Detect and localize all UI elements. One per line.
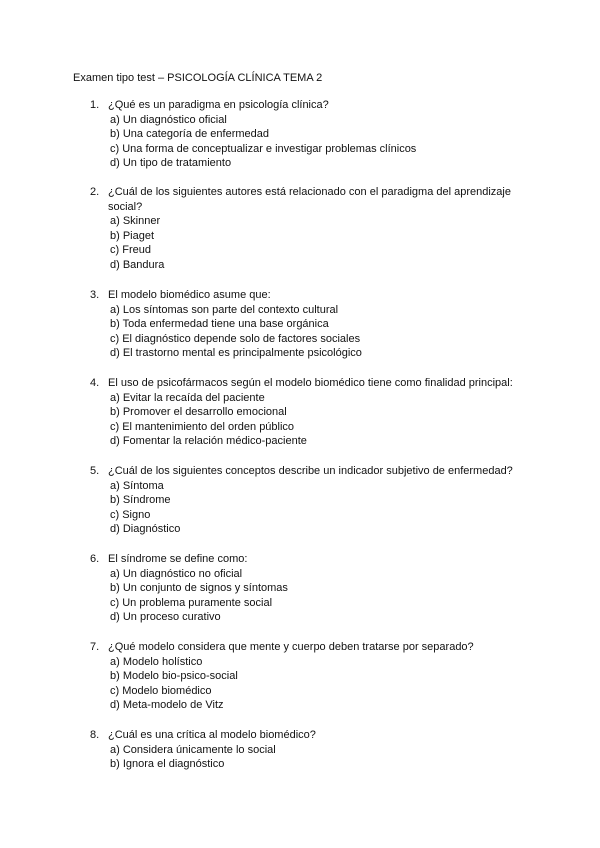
option-b: b) Síndrome	[110, 494, 171, 507]
question-5	[90, 464, 530, 537]
option-a: a) Modelo holístico	[110, 655, 203, 668]
question-1	[90, 98, 530, 171]
question-header	[90, 728, 530, 743]
option-a: a) Un diagnóstico no oficial	[110, 567, 243, 580]
option-b: b) Piaget	[110, 229, 155, 242]
option-d: d) Bandura	[110, 258, 165, 271]
option-a: a) Skinner	[110, 215, 161, 228]
question-header	[90, 376, 530, 391]
question-number: 8.	[90, 729, 100, 741]
question-text: El uso de psicofármacos según el modelo biomédico tiene como finalidad principal:	[108, 377, 513, 389]
question-text: ¿Qué modelo considera que mente y cuerpo deben tratarse por separado?	[108, 641, 474, 653]
question-text: ¿Qué es un paradigma en psicología clínica?	[108, 99, 329, 111]
question-4	[90, 376, 530, 449]
option-d: d) Meta-modelo de Vitz	[110, 699, 224, 712]
option-d: d) Fomentar la relación médico-paciente	[110, 435, 307, 448]
question-number: 5.	[90, 465, 100, 477]
question-number: 4.	[90, 377, 100, 389]
option-c: c) El diagnóstico depende solo de factores sociales	[110, 332, 361, 345]
option-c: c) Modelo biomédico	[110, 684, 212, 697]
question-text: ¿Cuál de los siguientes autores está relacionado con el paradigma del aprendizaje social?	[108, 186, 511, 213]
option-d: d) El trastorno mental es principalmente psicológico	[110, 347, 362, 360]
question-header	[90, 640, 530, 655]
question-2	[90, 185, 530, 273]
question-3	[90, 288, 530, 361]
option-a: a) Los síntomas son parte del contexto cultural	[110, 303, 339, 316]
question-number: 1.	[90, 99, 100, 111]
question-text: ¿Cuál de los siguientes conceptos describe un indicador subjetivo de enfermedad?	[108, 465, 513, 477]
option-a: a) Evitar la recaída del paciente	[110, 391, 265, 404]
option-b: b) Un conjunto de signos y síntomas	[110, 582, 288, 595]
option-a: a) Un diagnóstico oficial	[110, 113, 227, 126]
question-6	[90, 552, 530, 625]
option-c: c) Una forma de conceptualizar e investigar problemas clínicos	[110, 142, 417, 155]
option-c: c) El mantenimiento del orden público	[110, 420, 295, 433]
question-header	[90, 185, 530, 214]
option-c: c) Freud	[110, 244, 151, 257]
option-b: b) Toda enfermedad tiene una base orgánica	[110, 318, 329, 331]
question-number: 6.	[90, 553, 100, 565]
option-c: c) Un problema puramente social	[110, 596, 273, 609]
option-b: b) Modelo bio-psico-social	[110, 670, 238, 683]
question-header	[90, 98, 530, 113]
question-8	[90, 728, 530, 772]
option-c: c) Signo	[110, 508, 151, 521]
document-title: Examen tipo test – PSICOLOGÍA CLÍNICA TEMA 2	[73, 72, 323, 84]
option-a: a) Considera únicamente lo social	[110, 743, 276, 756]
question-text: ¿Cuál es una crítica al modelo biomédico?	[108, 729, 316, 741]
question-text: El modelo biomédico asume que:	[108, 289, 271, 301]
option-a: a) Síntoma	[110, 479, 164, 492]
question-number: 3.	[90, 289, 100, 301]
question-number: 7.	[90, 641, 100, 653]
question-text: El síndrome se define como:	[108, 553, 248, 565]
question-7	[90, 640, 530, 713]
question-header	[90, 288, 530, 303]
option-d: d) Un proceso curativo	[110, 611, 221, 624]
option-b: b) Promover el desarrollo emocional	[110, 406, 287, 419]
question-number: 2.	[90, 186, 100, 198]
question-header	[90, 464, 530, 479]
option-d: d) Un tipo de tratamiento	[110, 157, 232, 170]
option-d: d) Diagnóstico	[110, 523, 181, 536]
option-b: b) Ignora el diagnóstico	[110, 758, 225, 771]
question-header	[90, 552, 530, 567]
option-b: b) Una categoría de enfermedad	[110, 128, 269, 141]
